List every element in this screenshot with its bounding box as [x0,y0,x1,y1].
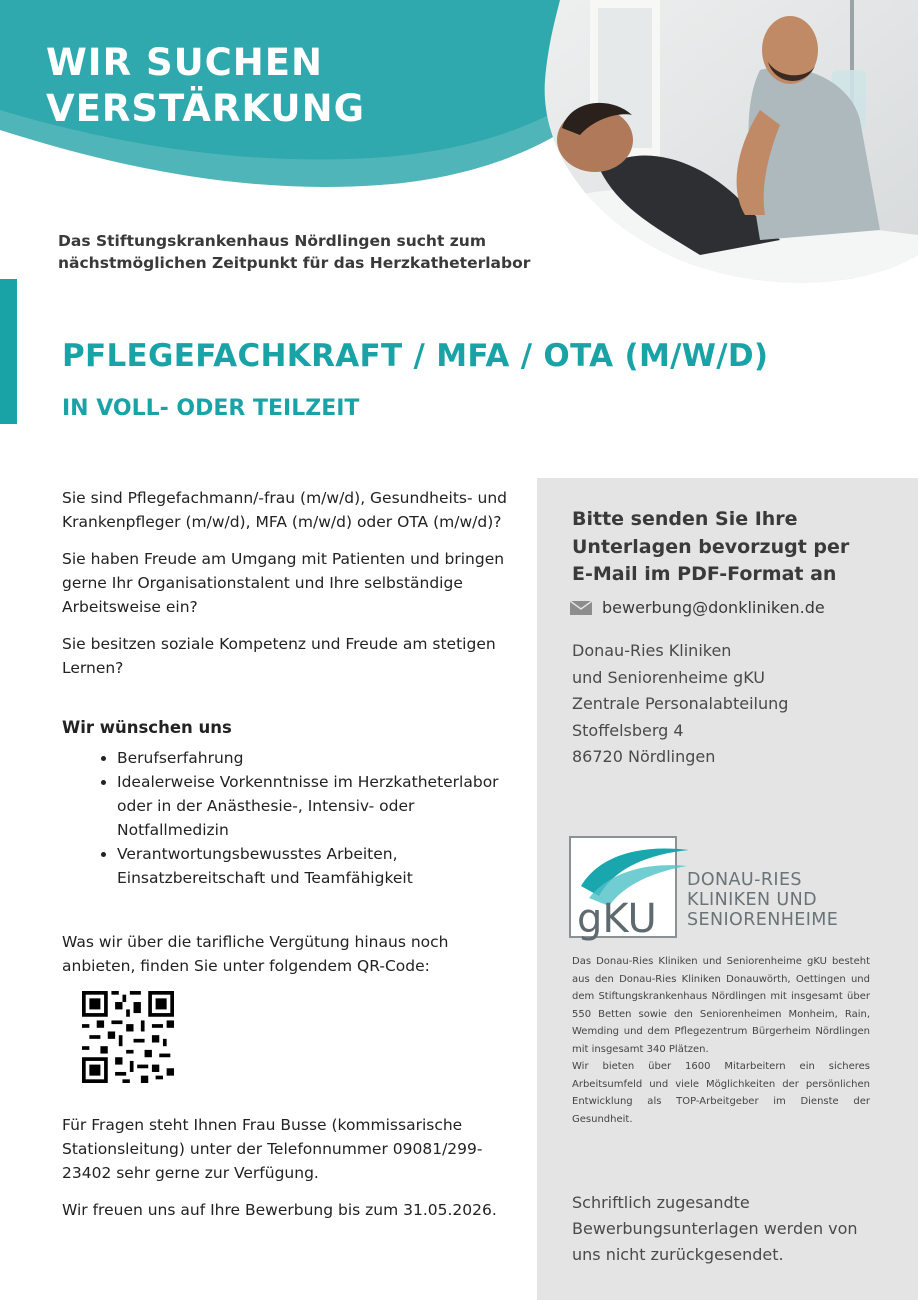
postal-address [572,638,788,771]
email-link[interactable]: bewerbung@donkliniken.de [602,598,825,617]
send-instructions: Bitte senden Sie Ihre Unterlagen bevorzugt per E-Mail im PDF-Format an [572,508,850,585]
side-accent-bar [0,279,17,424]
return-note: Schriftlich zugesandte Bewerbungsunterlagen werden von uns nicht zurückgesendet. [572,1193,858,1264]
list-item: • Verantwortungsbewusstes Arbeiten, Einsatzbereitschaft und Teamfähigkeit [117,842,522,890]
question-paragraph: Sie haben Freude am Umgang mit Patienten und bringen gerne Ihr Organisationstalent und Ihre selbständige Arbeitsweise ein? [62,550,505,616]
company-description: Das Donau-Ries Kliniken und Seniorenheime gKU besteht aus den Donau-Ries Kliniken Donauwörth, Oettingen und dem Stiftungskrankenhaus Nördlingen mit insgesamt über 550 Betten sowie den Seniorenheimen Monheim, Rain, Wemding und dem Pflegezentrum Bürgerheim Nördlingen mit insgesamt 340 Plätzen. Wir bieten über 1600 Mitarbeitern ein sicheres Arbeitsumfeld und viele Möglichkeiten der persönlichen Entwicklung als TOP-Arbeitgeber im Dienste der Gesundheit. [572,956,870,1125]
left-column [62,486,522,1235]
list-item: • Berufserfahrung [117,746,522,770]
contact-text: Für Fragen steht Ihnen Frau Busse (kommissarische Stationsleitung) unter der Telefonnummer 09081/299-23402 sehr gerne zur Verfügung. [62,1116,483,1182]
wishes-heading: Wir wünschen uns [62,718,232,737]
headline: WIR SUCHEN VERSTÄRKUNG [46,41,365,130]
wishes-list [62,746,522,890]
pay-text: Was wir über die tarifliche Vergütung hinaus noch anbieten, finden Sie unter folgendem QR-Code: [62,933,449,975]
address-line: Stoffelsberg 4 [572,720,684,740]
qr-code[interactable] [82,991,174,1083]
logo-wordmark: DONAU-RIES KLINIKEN UND SENIORENHEIME [687,870,839,930]
list-item: • Idealerweise Vorkenntnisse im Herzkatheterlabor oder in der Anästhesie-, Intensiv- oder Notfallmedizin [117,770,522,842]
question-paragraph: Sie besitzen soziale Kompetenz und Freude am stetigen Lernen? [62,635,496,677]
job-title: PFLEGEFACHKRAFT / MFA / OTA (M/W/D) [62,338,769,374]
deadline-text: Wir freuen uns auf Ihre Bewerbung bis zum 31.05.2026. [62,1201,497,1219]
mail-icon [570,601,592,615]
address-line: 86720 Nördlingen [572,747,716,766]
job-subtitle: IN VOLL- ODER TEILZEIT [62,396,360,421]
svg-text:gKU: gKU [577,896,657,942]
intro-text: Das Stiftungskrankenhaus Nördlingen sucht zum nächstmöglichen Zeitpunkt für das Herzkatheterlabor [58,232,531,272]
address-line: und Seniorenheime gKU [572,667,765,687]
address-line: Zentrale Personalabteilung [572,694,789,713]
address-line: Donau-Ries Kliniken [572,641,732,660]
question-paragraph: Sie sind Pflegefachmann/-frau (m/w/d), Gesundheits- und Krankenpfleger (m/w/d), MFA (m/w/d) oder OTA (m/w/d)? [62,489,507,531]
application-panel [537,478,918,1300]
email-row [570,598,825,617]
